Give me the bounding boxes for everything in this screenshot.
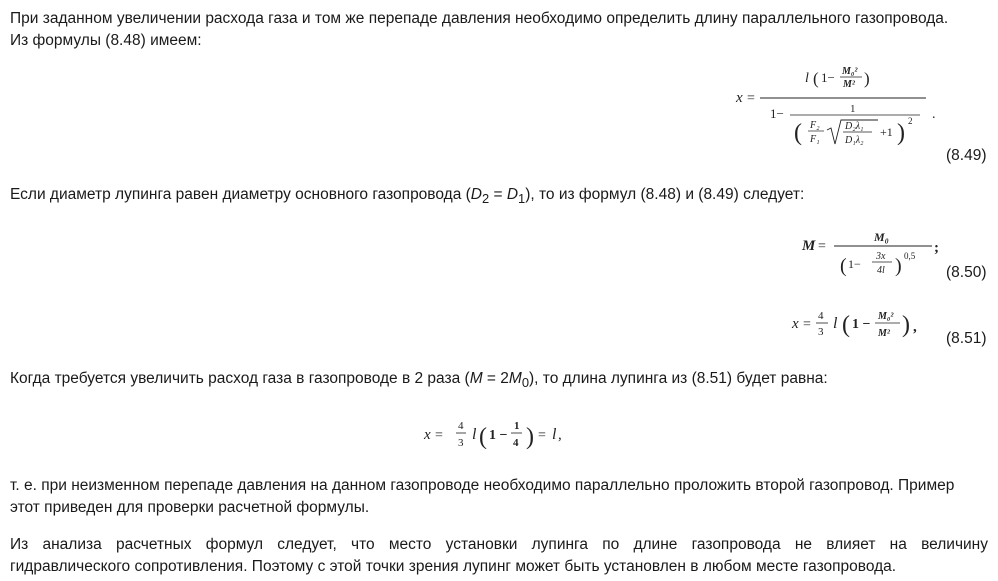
- formula-symbol: x: [424, 427, 431, 443]
- symbol-m: M: [469, 370, 483, 387]
- formula-symbol: ): [864, 69, 870, 88]
- paragraph-doubling: [10, 368, 988, 394]
- formula-symbol: ): [902, 312, 910, 338]
- equation-number-8-51: (8.51): [946, 330, 987, 347]
- subscript: 0: [521, 375, 530, 391]
- formula-symbol: F₂: [810, 120, 820, 131]
- formula-symbol: 1−: [821, 70, 835, 85]
- text-segment: ), то длина лупинга из (8.51) будет равна:: [529, 370, 828, 387]
- text-segment: = 2: [482, 370, 509, 387]
- formula-symbol: 4: [818, 310, 824, 322]
- formula-symbol: D₂λ₁: [845, 121, 864, 132]
- formula-symbol: M²: [843, 79, 855, 90]
- formula-symbol: (: [840, 255, 847, 277]
- formula-symbol: =: [803, 317, 811, 332]
- formula-symbol: l: [552, 426, 557, 443]
- formula-symbol: M²: [878, 328, 890, 339]
- subscript: 2: [481, 191, 490, 207]
- formula-symbol: =: [538, 428, 546, 443]
- formula-symbol: ,: [913, 319, 917, 335]
- formula-symbol: M: [802, 238, 816, 254]
- formula-symbol: x: [736, 90, 743, 106]
- formula-symbol: l: [472, 426, 477, 443]
- formula-result: [420, 415, 590, 455]
- paragraph-line: При заданном увеличении расхода газа и том же перепаде давления необходимо определить длину параллельного газопровода.: [10, 10, 949, 27]
- text-segment: ), то из формул (8.48) и (8.49) следует:: [525, 186, 805, 203]
- paragraph-line: гидравлического сопротивления. Поэтому с этой точки зрения лупинг может быть установлен в любом месте газопровода.: [10, 558, 897, 575]
- formula-symbol: (: [479, 424, 487, 450]
- paragraph-line: Из анализа расчетных формул следует, что место установки лупинга по длине газопровода не влияет на величину: [10, 536, 988, 553]
- formula-symbol: l: [805, 71, 809, 86]
- formula-symbol: 4: [458, 420, 464, 432]
- paragraph-diameter: [10, 184, 988, 210]
- formula-symbol: +1: [880, 125, 893, 139]
- formula-symbol: 2: [908, 116, 913, 126]
- formula-symbol: x: [792, 316, 799, 332]
- formula-symbol: (: [813, 69, 819, 88]
- formula-symbol: 3: [818, 326, 824, 338]
- formula-symbol: 1 −: [489, 428, 508, 443]
- paragraph-analysis: [10, 534, 988, 578]
- formula-symbol: 4: [513, 437, 519, 449]
- formula-symbol: F₁: [810, 134, 820, 145]
- formula-symbol: M₀²: [878, 311, 894, 322]
- formula-symbol: 1: [850, 103, 856, 115]
- formula-symbol: ): [895, 255, 902, 277]
- formula-symbol: 0,5: [904, 251, 916, 261]
- formula-symbol: 1: [514, 420, 520, 432]
- formula-symbol: =: [435, 428, 443, 443]
- formula-symbol: 4l: [877, 265, 885, 276]
- symbol-d1: D: [506, 186, 519, 203]
- formula-symbol: D₁λ₂: [845, 135, 864, 146]
- formula-symbol: .: [932, 107, 936, 122]
- formula-8-51: [790, 303, 940, 343]
- formula-symbol: M₀²: [842, 66, 858, 77]
- formula-symbol: 3x: [876, 251, 886, 262]
- subscript: 1: [518, 191, 526, 207]
- formula-symbol: ,: [558, 427, 562, 443]
- formula-symbol: M₀: [874, 230, 889, 244]
- formula-symbol: ;: [934, 240, 939, 256]
- paragraph-line: т. е. при неизменном перепаде давления на данном газопроводе необходимо параллельно проложить второй газопровод. Пример: [10, 477, 955, 494]
- formula-symbol: 3: [458, 437, 464, 449]
- formula-symbol: =: [747, 91, 755, 106]
- formula-symbol: l: [833, 315, 838, 332]
- text-segment: =: [489, 186, 507, 203]
- equation-number-8-50: (8.50): [946, 264, 987, 281]
- formula-symbol: 1−: [848, 257, 861, 271]
- equation-number-8-49: (8.49): [946, 147, 987, 164]
- paragraph-line: этот приведен для проверки расчетной формулы.: [10, 499, 370, 516]
- formula-symbol: 1 −: [852, 317, 871, 332]
- symbol-d2: D: [470, 186, 482, 203]
- paragraph-conclusion: [10, 475, 988, 519]
- formula-symbol: ): [897, 120, 905, 146]
- formula-symbol: (: [794, 120, 802, 146]
- formula-symbol: ): [526, 424, 534, 450]
- paragraph-intro: [10, 8, 988, 52]
- formula-8-50: [800, 228, 950, 280]
- text-segment: Если диаметр лупинга равен диаметру основного газопровода (: [10, 186, 471, 203]
- formula-8-49: [730, 64, 950, 152]
- text-segment: Когда требуется увеличить расход газа в газопроводе в 2 раза (: [10, 370, 470, 387]
- formula-symbol: 1−: [770, 106, 784, 121]
- formula-symbol: =: [818, 239, 826, 254]
- paragraph-line: Из формулы (8.48) имеем:: [10, 32, 202, 49]
- symbol-m0: M: [508, 370, 522, 387]
- formula-symbol: (: [842, 312, 850, 338]
